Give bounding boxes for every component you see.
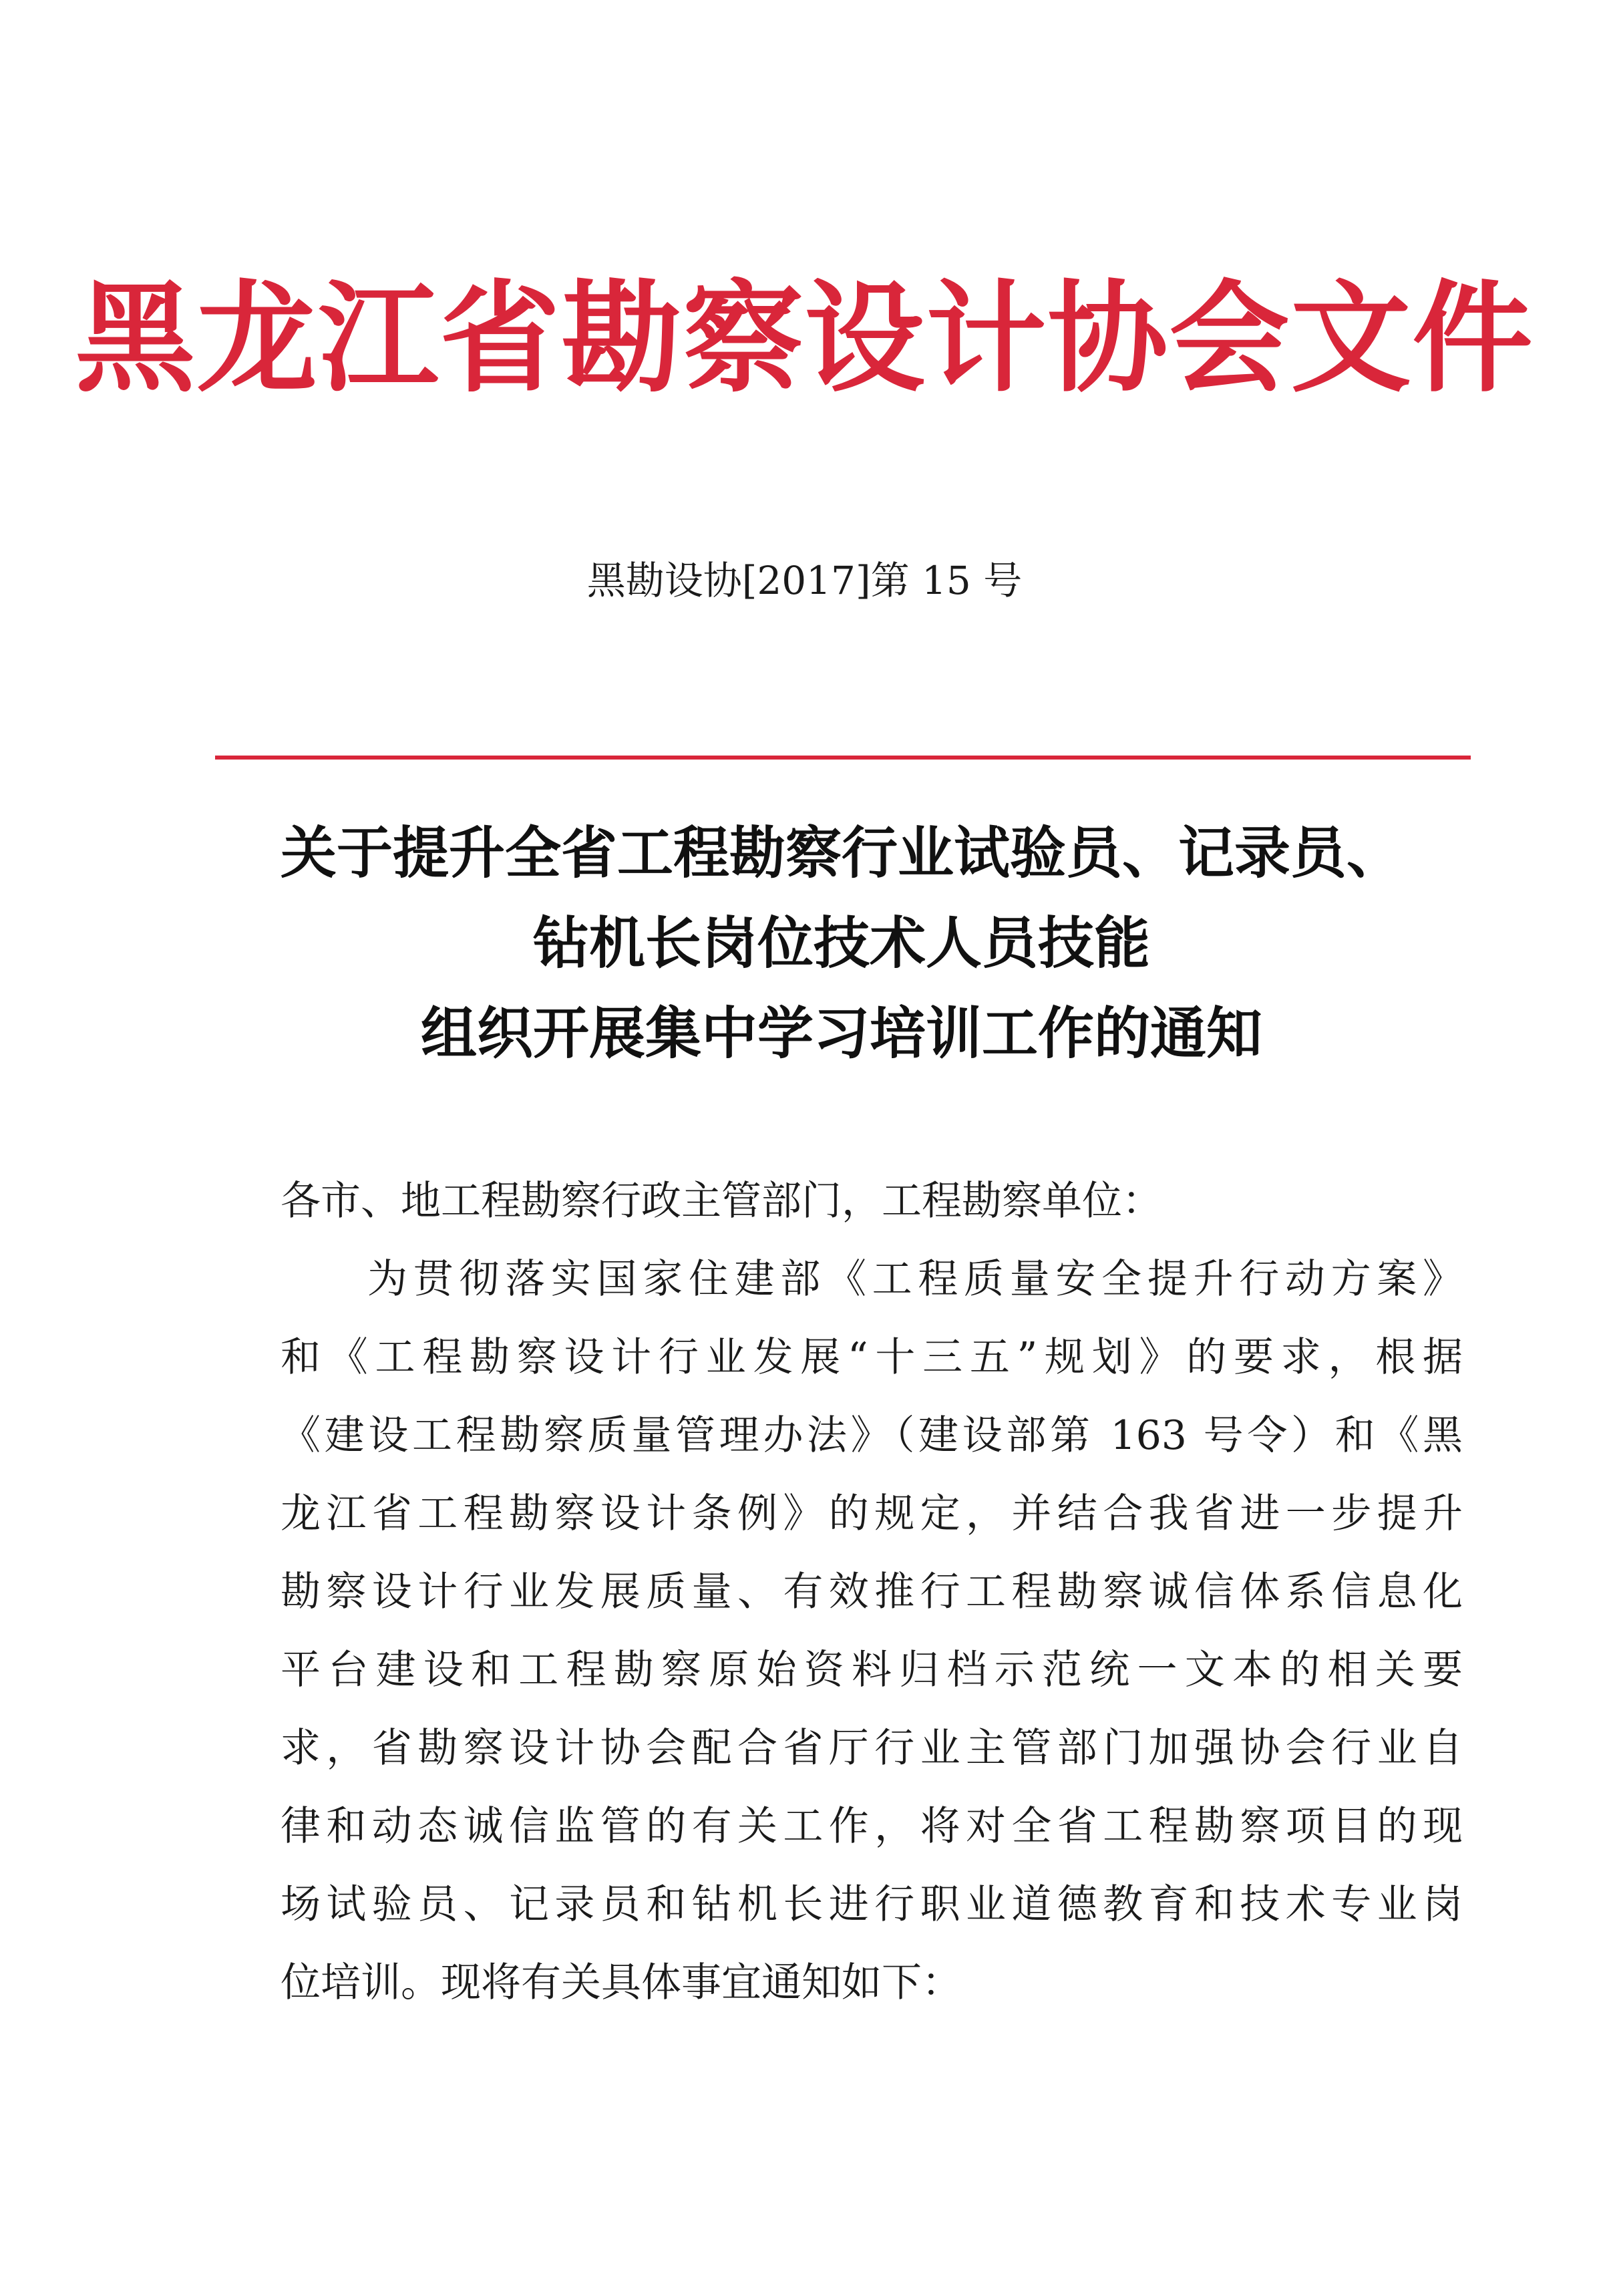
paragraph-line: 《建设工程勘察质量管理办法》（建设部第 163 号令）和《黑 — [281, 1412, 1463, 1459]
paragraph-line: 勘察设计行业发展质量、有效推行工程勘察诚信体系信息化 — [281, 1569, 1463, 1615]
notice-body — [281, 1162, 1463, 2022]
document-number: 黑勘设协[2017]第 15 号 — [586, 558, 1023, 603]
paragraph-line: 和《工程勘察设计行业发展“十三五”规划》的要求，根据 — [281, 1334, 1463, 1381]
header-divider — [215, 756, 1471, 760]
title-line: 组织开展集中学习培训工作的通知 — [420, 1001, 1262, 1066]
salutation: 各市、地工程勘察行政主管部门，工程勘察单位： — [281, 1178, 1162, 1224]
paragraph-line: 律和动态诚信监管的有关工作，将对全省工程勘察项目的现 — [281, 1803, 1463, 1850]
notice-title — [200, 808, 1483, 1079]
document-masthead: 黑龙江省勘察设计协会文件 — [75, 269, 1534, 409]
paragraph-line: 求，省勘察设计协会配合省厅行业主管部门加强协会行业自 — [281, 1725, 1463, 1772]
paragraph-line: 位培训。现将有关具体事宜通知如下： — [281, 1959, 962, 2006]
paragraph-line: 场试验员、记录员和钻机长进行职业道德教育和技术专业岗 — [281, 1881, 1463, 1928]
paragraph-line: 平台建设和工程勘察原始资料归档示范统一文本的相关要 — [281, 1647, 1463, 1693]
title-line: 钻机长岗位技术人员技能 — [532, 911, 1150, 976]
paragraph-line: 为贯彻落实国家住建部《工程质量安全提升行动方案》 — [367, 1256, 1463, 1303]
paragraph-line: 龙江省工程勘察设计条例》的规定，并结合我省进一步提升 — [281, 1490, 1463, 1537]
title-line: 关于提升全省工程勘察行业试验员、记录员、 — [280, 820, 1403, 886]
